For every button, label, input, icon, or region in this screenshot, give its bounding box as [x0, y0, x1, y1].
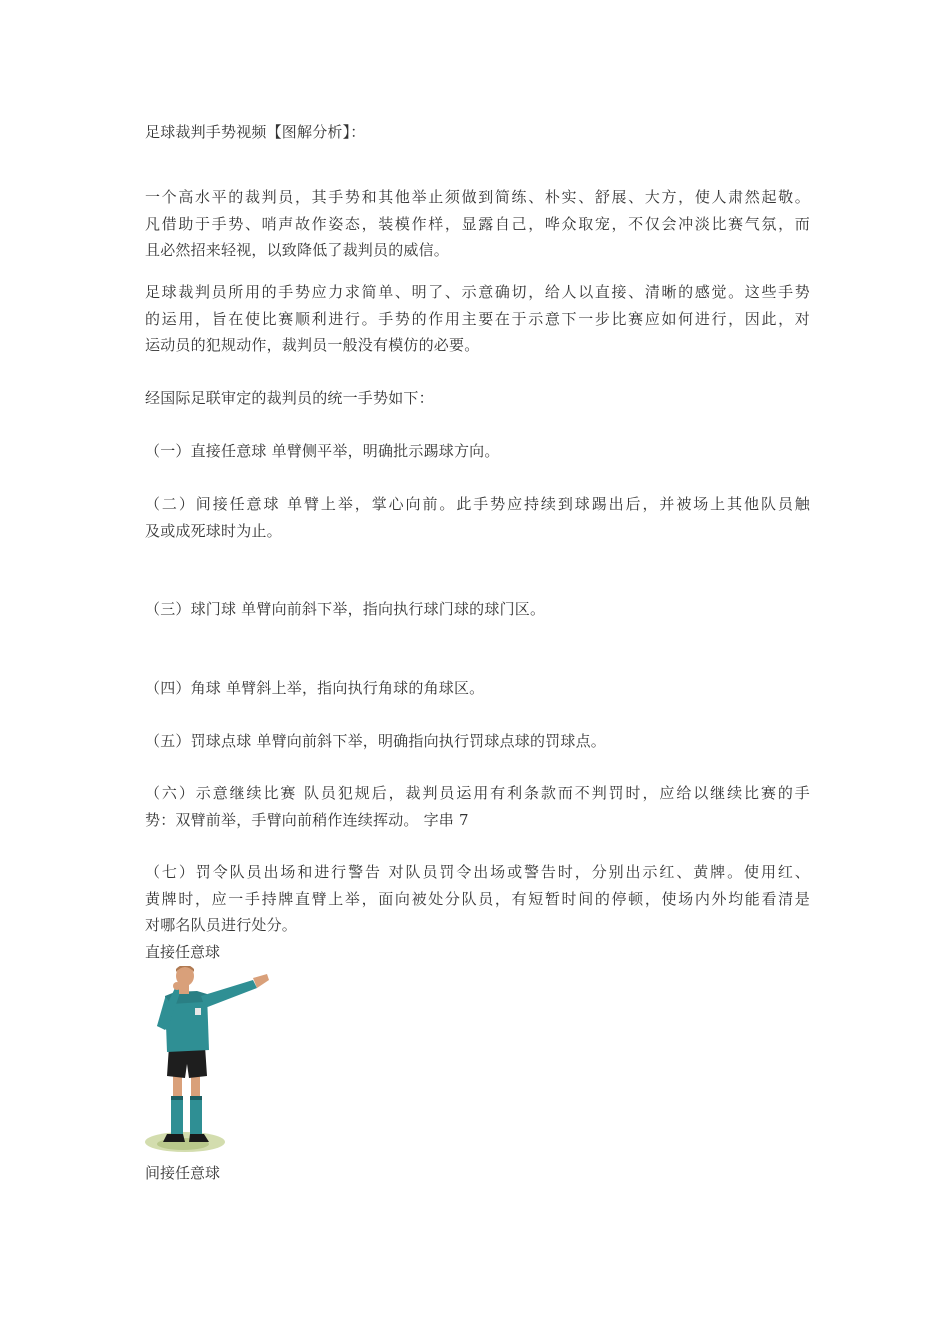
- item2-line-1: （二）间接任意球 单臂上举，掌心向前。此手势应持续到球踢出后，并被场上其他队员触: [145, 495, 810, 513]
- item-indirect-free-kick: [145, 491, 810, 544]
- intro-line-3: 且必然招来轻视，以致降低了裁判员的威信。: [145, 241, 450, 259]
- para2-line-3: 运动员的犯规动作，裁判员一般没有模仿的必要。: [145, 336, 480, 354]
- caption-indirect-free-kick: 间接任意球: [145, 1164, 221, 1182]
- item-corner-kick: （四）角球 单臂斜上举，指向执行角球的角球区。: [145, 679, 485, 697]
- item-send-off-caution: [145, 859, 810, 939]
- item2-line-2: 及或成死球时为止。: [145, 521, 282, 540]
- intro-line-1: 一个高水平的裁判员，其手势和其他举止须做到简练、朴实、舒展、大方，使人肃然起敬。: [145, 188, 810, 206]
- item7-line-2: 黄牌时，应一手持牌直臂上举，面向被处分队员，有短暂时间的停顿，使场内外均能看清是: [145, 889, 810, 908]
- gesture-principles-paragraph: [145, 279, 810, 359]
- item6-line-2: 势：双臂前举，手臂向前稍作连续挥动。 字串 7: [145, 810, 469, 829]
- item-play-on: [145, 780, 810, 833]
- intro-line-2: 凡借助于手势、哨声故作姿态，装模作样，显露自己，哗众取宠，不仅会冲淡比赛气氛，而: [145, 214, 810, 233]
- item7-line-3: 对哪名队员进行处分。: [145, 916, 298, 934]
- intro-paragraph: [145, 184, 810, 264]
- para2-line-1: 足球裁判员所用的手势应力求简单、明了、示意确切，给人以直接、清晰的感觉。这些手势: [145, 283, 810, 301]
- item-direct-free-kick: （一）直接任意球 单臂侧平举，明确批示踢球方向。: [145, 442, 500, 460]
- item7-line-1: （七）罚令队员出场和进行警告 对队员罚令出场或警告时，分别出示红、黄牌。使用红、: [145, 863, 810, 881]
- document-title: 足球裁判手势视频【图解分析】：: [145, 123, 366, 141]
- para2-line-2: 的运用，旨在使比赛顺利进行。手势的作用主要在于示意下一步比赛应如何进行，因此，对: [145, 309, 810, 328]
- item6-line-1: （六）示意继续比赛 队员犯规后，裁判员运用有利条款而不判罚时，应给以继续比赛的手: [145, 784, 810, 802]
- referee-direct-free-kick-illustration: [145, 966, 270, 1156]
- caption-direct-free-kick: 直接任意球: [145, 943, 221, 961]
- item-goal-kick: （三）球门球 单臂向前斜下举，指向执行球门球的球门区。: [145, 600, 546, 618]
- fifa-gestures-intro: 经国际足联审定的裁判员的统一手势如下：: [145, 389, 434, 407]
- item-penalty-kick: （五）罚球点球 单臂向前斜下举，明确指向执行罚球点球的罚球点。: [145, 732, 606, 750]
